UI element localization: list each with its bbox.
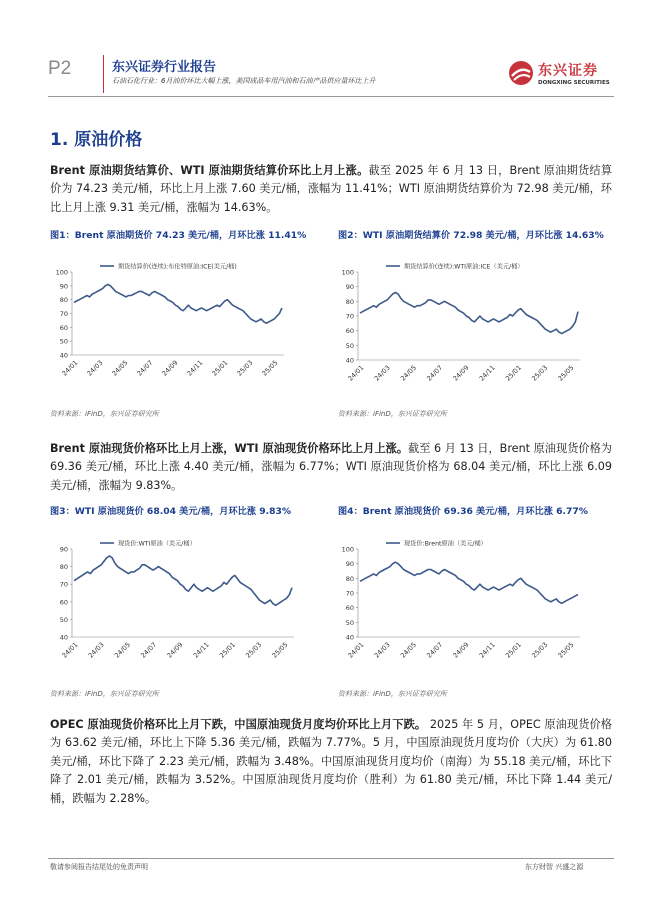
y-tick-label: 50: [59, 615, 68, 624]
y-tick-label: 90: [59, 282, 68, 291]
x-tick-label: 25/01: [504, 363, 523, 383]
x-tick-label: 24/11: [477, 363, 497, 383]
paragraph-lead: Brent 原油现货价格环比上月上涨，WTI 原油现货价格环比上月上涨。: [50, 442, 409, 455]
x-tick-label: 24/01: [60, 358, 80, 378]
x-tick-label: 24/03: [85, 358, 105, 378]
footer-slogan: 东方财智 兴盛之源: [525, 863, 584, 871]
x-tick-label: 25/03: [244, 640, 264, 660]
y-tick-label: 100: [341, 545, 354, 554]
x-tick-label: 24/07: [425, 363, 445, 383]
y-tick-label: 70: [345, 312, 354, 321]
x-tick-label: 24/05: [399, 363, 418, 383]
x-tick-label: 25/05: [270, 640, 290, 660]
chart-brent-spot: [336, 535, 586, 665]
x-tick-label: 25/03: [530, 640, 550, 660]
series-line: [74, 285, 282, 324]
y-tick-label: 80: [345, 297, 354, 306]
x-tick-label: 24/07: [425, 640, 445, 660]
chart-brent-futures: [50, 258, 290, 383]
x-tick-label: 24/09: [165, 640, 185, 660]
series-line: [74, 556, 292, 605]
footer-rule: [48, 858, 614, 859]
logo-subtext: DONGXING SECURITIES: [538, 80, 610, 86]
x-tick-label: 24/07: [135, 358, 155, 378]
paragraph-body: 截至 2025 年 6 月 13 日，Brent 原油期货结算价为 74.23 美元/桶，环比上月上涨 7.60 美元/桶，涨幅为 11.41%；WTI 原油期货结算价为 72.98 美元/桶，环比上月上涨 9.31 美元/桶，涨幅为 14.63%。: [50, 164, 613, 214]
y-tick-label: 40: [59, 351, 68, 360]
x-tick-label: 25/05: [260, 358, 280, 378]
x-tick-label: 24/11: [477, 640, 497, 660]
footer-disclaimer: 敬请参阅报告结尾处的免责声明: [50, 863, 148, 871]
y-tick-label: 80: [59, 296, 68, 305]
y-tick-label: 60: [59, 598, 68, 607]
y-tick-label: 60: [345, 604, 354, 613]
report-subtitle: 石油石化行业：6月油价环比大幅上涨，美国成品车用汽油和石油产品供应量环比上升: [112, 77, 376, 85]
paragraph-body: 截至 6 月 13 日，Brent 原油现货价格为 69.36 美元/桶，环比上涨 4.40 美元/桶，涨幅为 6.77%；WTI 原油现货价格为 68.04 美元/桶，环比上涨 6.09 美元/桶，涨幅为 9.83%。: [50, 442, 612, 492]
x-tick-label: 25/01: [210, 358, 230, 378]
x-tick-label: 24/01: [60, 640, 80, 660]
x-tick-label: 24/05: [399, 640, 418, 660]
page-number: P2: [48, 58, 72, 79]
figure-source: 资料来源：iFinD，东兴证券研究所: [50, 690, 159, 698]
paragraph-body: 2025 年 5 月，OPEC 原油现货价格为 63.62 美元/桶，环比上下降 5.36 美元/桶，跌幅为 7.77%。5 月，中国原油现货月度均价（大庆）为 61.80 美元/桶，环比下降了 2.23 美元/桶，跌幅为 3.48%。中国原油现货月度均价（南海）为 55.18 美元/桶，环比下降了 2.01 美元/桶，跌幅为 3.52%。中国原油现货月度均价（胜利）为 61.80 美元/桶，环比下降 1.44 美元/桶，跌幅为 2.28%。: [50, 718, 612, 805]
y-tick-label: 40: [345, 633, 354, 642]
y-tick-label: 80: [345, 574, 354, 583]
y-tick-label: 70: [59, 310, 68, 318]
x-tick-label: 24/03: [372, 363, 392, 383]
figure-caption: 图1：Brent 原油期货价 74.23 美元/桶，月环比涨 11.41%: [50, 230, 307, 241]
y-tick-label: 90: [345, 560, 354, 569]
x-tick-label: 24/03: [372, 640, 392, 660]
x-tick-label: 24/09: [451, 640, 471, 660]
x-tick-label: 25/01: [218, 640, 237, 660]
y-tick-label: 100: [341, 268, 354, 277]
x-tick-label: 24/11: [191, 640, 211, 660]
x-tick-label: 24/11: [185, 358, 205, 378]
figure-caption: 图4：Brent 原油现货价 69.36 美元/桶，月环比涨 6.77%: [338, 506, 588, 517]
y-tick-label: 100: [55, 268, 68, 277]
x-tick-label: 24/01: [346, 640, 366, 660]
y-tick-label: 60: [345, 327, 354, 336]
x-tick-label: 24/09: [451, 363, 471, 383]
figure-caption: 图3：WTI 原油现货价 68.04 美元/桶，月环比涨 9.83%: [50, 506, 292, 517]
legend-label: 现货价:WTI原油（美元/桶）: [118, 540, 196, 548]
paragraph-lead: OPEC 原油现货价格环比上月下跌，中国原油现货月度均价环比上月下跌。: [50, 718, 427, 731]
figure-source: 资料来源：iFinD，东兴证券研究所: [50, 410, 159, 418]
x-tick-label: 24/05: [110, 358, 130, 378]
y-tick-label: 70: [345, 589, 354, 598]
x-tick-label: 24/07: [139, 640, 159, 660]
y-tick-label: 50: [345, 341, 354, 350]
logo-text: 东兴证券: [538, 63, 598, 79]
figure-source: 资料来源：iFinD，东兴证券研究所: [338, 690, 447, 698]
report-title: 东兴证券行业报告: [112, 60, 217, 75]
y-tick-label: 40: [59, 633, 68, 642]
legend-label: 现货价:Brent原油（美元/桶）: [404, 540, 487, 548]
header-rule: [48, 96, 614, 97]
section-title: 1. 原油价格: [50, 130, 143, 150]
x-tick-label: 24/01: [346, 363, 366, 383]
figure-caption: 图2：WTI 原油期货结算价 72.98 美元/桶，月环比涨 14.63%: [338, 230, 604, 241]
series-line: [360, 562, 578, 603]
y-tick-label: 90: [59, 545, 68, 554]
chart-wti-futures: [336, 258, 586, 388]
legend-label: 期货结算价(连续):布伦特原油:ICE(美元/桶): [118, 263, 237, 271]
y-tick-label: 90: [345, 283, 354, 292]
x-tick-label: 25/05: [556, 363, 576, 383]
y-tick-label: 80: [59, 563, 68, 572]
y-tick-label: 40: [345, 356, 354, 365]
paragraph-futures: [50, 162, 612, 217]
paragraph-spot: [50, 440, 612, 495]
x-tick-label: 24/09: [160, 358, 180, 378]
chart-wti-spot: [50, 535, 300, 665]
paragraph-opec: [50, 716, 612, 808]
x-tick-label: 24/05: [113, 640, 132, 660]
x-tick-label: 25/01: [504, 640, 523, 660]
y-tick-label: 50: [345, 618, 354, 627]
x-tick-label: 24/03: [86, 640, 106, 660]
company-logo: [508, 58, 612, 92]
y-tick-label: 50: [59, 337, 68, 346]
logo-mark-icon: [508, 60, 534, 86]
y-tick-label: 70: [59, 580, 68, 589]
x-tick-label: 25/03: [530, 363, 550, 383]
series-line: [360, 293, 578, 334]
x-tick-label: 25/03: [235, 358, 255, 378]
legend-label: 期货结算价(连续):WTI原油:ICE（美元/桶）: [404, 263, 524, 271]
paragraph-lead: Brent 原油期货结算价、WTI 原油期货结算价环比上月上涨。: [50, 164, 369, 177]
x-tick-label: 25/05: [556, 640, 576, 660]
y-tick-label: 60: [59, 323, 68, 332]
header-divider: [103, 55, 104, 93]
figure-source: 资料来源：iFinD，东兴证券研究所: [338, 410, 447, 418]
